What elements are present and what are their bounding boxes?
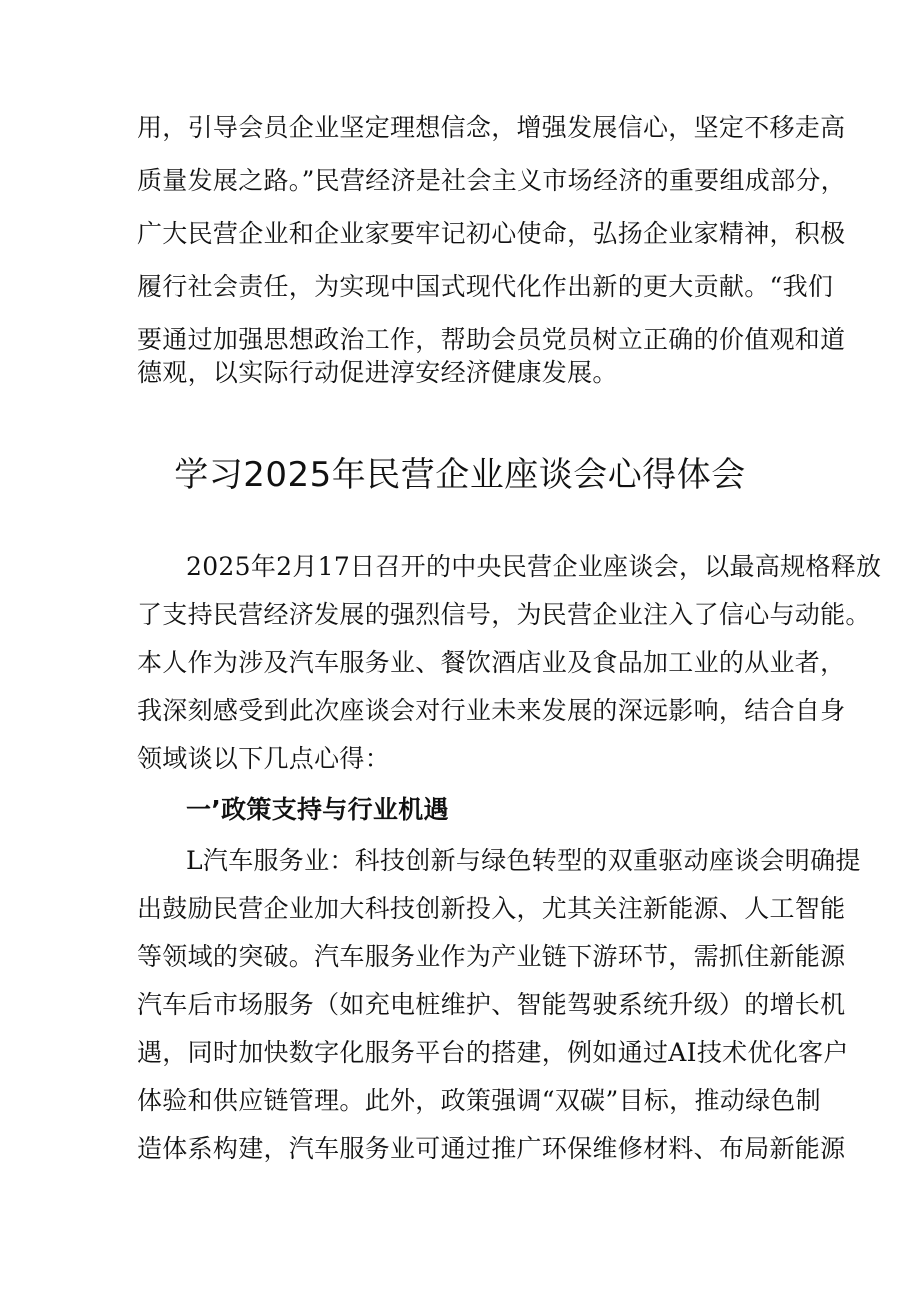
intro-line-5: 要通过加强思想政治工作，帮助会员党员树立正确的价值观和道: [137, 325, 846, 354]
para2-line-2: 出鼓励民营企业加大科技创新投入，尤其关注新能源、人工智能: [137, 894, 846, 923]
intro-line-2: 质量发展之路。”民营经济是社会主义市场经济的重要组成部分，: [137, 166, 846, 195]
document-title: 学习2025年民营企业座谈会心得体会: [174, 455, 746, 495]
para2-line-6: 体验和供应链管理。此外，政策强调“双碳”目标，推动绿色制: [137, 1086, 821, 1115]
para2-line-5: 遇，同时加快数字化服务平台的搭建，例如通过AI技术优化客户: [137, 1038, 849, 1067]
para1-line-1: 2025年2月17日召开的中央民营企业座谈会，以最高规格释放: [186, 552, 882, 581]
para2-line-3: 等领域的突破。汽车服务业作为产业链下游环节，需抓住新能源: [137, 942, 846, 971]
para2-line-4: 汽车后市场服务（如充电桩维护、智能驾驶系统升级）的增长机: [137, 990, 846, 1019]
para1-line-5: 领域谈以下几点心得：: [137, 744, 391, 773]
para1-line-2: 了支持民营经济发展的强烈信号，为民营企业注入了信心与动能。: [137, 600, 871, 629]
intro-line-1: 用，引导会员企业坚定理想信念，增强发展信心，坚定不移走高: [137, 113, 846, 142]
para1-line-4: 我深刻感受到此次座谈会对行业未来发展的深远影响，结合自身: [137, 696, 846, 725]
intro-line-6: 德观，以实际行动促进淳安经济健康发展。: [137, 358, 618, 387]
intro-line-3: 广大民营企业和企业家要牢记初心使命，弘扬企业家精神，积极: [137, 219, 846, 248]
intro-line-4: 履行社会责任，为实现中国式现代化作出新的更大贡献。“我们: [137, 272, 834, 301]
section-heading: 一’政策支持与行业机遇: [186, 795, 449, 824]
para1-line-3: 本人作为涉及汽车服务业、餐饮酒店业及食品加工业的从业者，: [137, 648, 846, 677]
para2-line-1: L汽车服务业：科技创新与绿色转型的双重驱动座谈会明确提: [186, 846, 861, 875]
para2-line-7: 造体系构建，汽车服务业可通过推广环保维修材料、布局新能源: [137, 1134, 846, 1163]
